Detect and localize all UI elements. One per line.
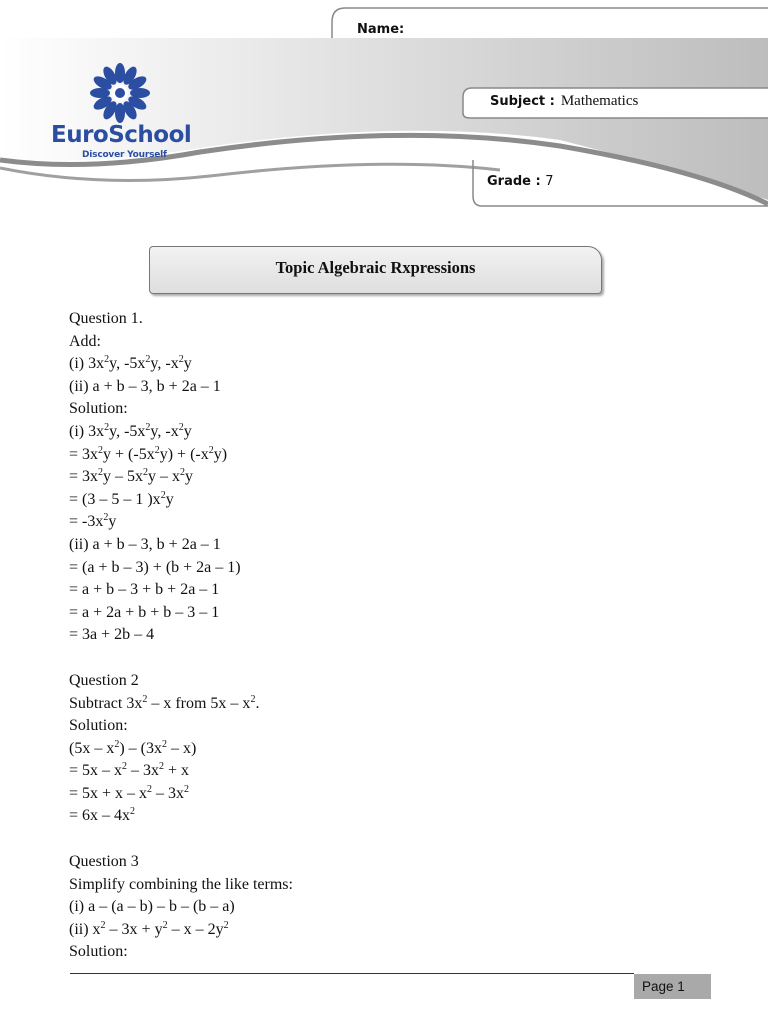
grade-field	[487, 174, 554, 189]
q1-prompt: Add:	[69, 332, 101, 350]
q3-part-i: (i) a – (a – b) – b – (b – a)	[69, 898, 235, 916]
name-label: Name:	[357, 22, 405, 37]
q1-title: Question 1.	[69, 310, 143, 327]
name-field	[357, 22, 404, 37]
q2-sol-1: $(5x - x^2) - (3x^2 - x)$	[69, 738, 197, 757]
q1-sol-i-5: = $-3x^2y$	[69, 512, 117, 531]
q2-sol-2: = $5x - x^2 - 3x^2 + x$	[69, 761, 190, 780]
q3-prompt: Simplify combining the like terms:	[69, 875, 293, 893]
grade-value: 7	[545, 174, 554, 189]
footer-divider	[70, 973, 634, 974]
logo-tagline: Discover Yourself	[82, 150, 167, 160]
q1-sol-i-3: = $3x^2y - 5x^2y - x^2y$	[69, 467, 194, 486]
q2-title: Question 2	[69, 671, 139, 689]
q1-part-ii: (ii) a + b – 3, b + 2a – 1	[69, 377, 221, 395]
q1-sol-ii-3: = a + b – 3 + b + 2a – 1	[69, 581, 220, 599]
logo-name: EuroSchool	[51, 122, 192, 148]
q1-sol-ii-2: = (a + b – 3) + (b + 2a – 1)	[69, 558, 241, 576]
q1-part-i: (i) $3x^2y$, $-5x^2y$, $-x^2y$	[69, 354, 192, 373]
q2-solution-label: Solution:	[69, 717, 128, 735]
q1-solution-label: Solution:	[69, 400, 128, 418]
q1-sol-ii-1: (ii) a + b – 3, b + 2a – 1	[69, 535, 221, 553]
q2-sol-3: = $5x + x - x^2 - 3x^2$	[69, 783, 190, 802]
subject-label: Subject :	[490, 94, 555, 109]
subject-value: Mathematics	[560, 93, 639, 109]
worksheet-content	[69, 308, 689, 964]
q3-part-ii: (ii) $x^2 - 3x + y^2 - x - 2y^2$	[69, 919, 229, 938]
q1-sol-ii-4: = a + 2a + b + b – 3 – 1	[69, 603, 220, 621]
topic-box	[149, 246, 602, 294]
topic-title: Topic Algebraic Rxpressions	[275, 258, 476, 277]
q1-sol-i-2: = $3x^2y + (-5x^2y) + (-x^2y)$	[69, 444, 228, 463]
q1-sol-i-4: = (3 – 5 – 1 )$x^2y$	[69, 489, 174, 508]
grade-label: Grade :	[487, 174, 546, 189]
subject-field	[490, 93, 638, 110]
q1-sol-i-1: (i) $3x^2y$, $-5x^2y$, $-x^2y$	[69, 421, 192, 440]
q2-prompt: Subtract $3x^2$ – x from $5x - x^2$.	[69, 693, 260, 712]
page-number: Page 1	[634, 974, 711, 999]
q1-sol-ii-5: = 3a + 2b – 4	[69, 626, 155, 644]
q2-sol-4: = $6x - 4x^2$	[69, 806, 136, 825]
q3-title: Question 3	[69, 853, 139, 871]
q3-solution-label: Solution:	[69, 943, 128, 961]
euroschool-logo-icon	[88, 62, 152, 124]
